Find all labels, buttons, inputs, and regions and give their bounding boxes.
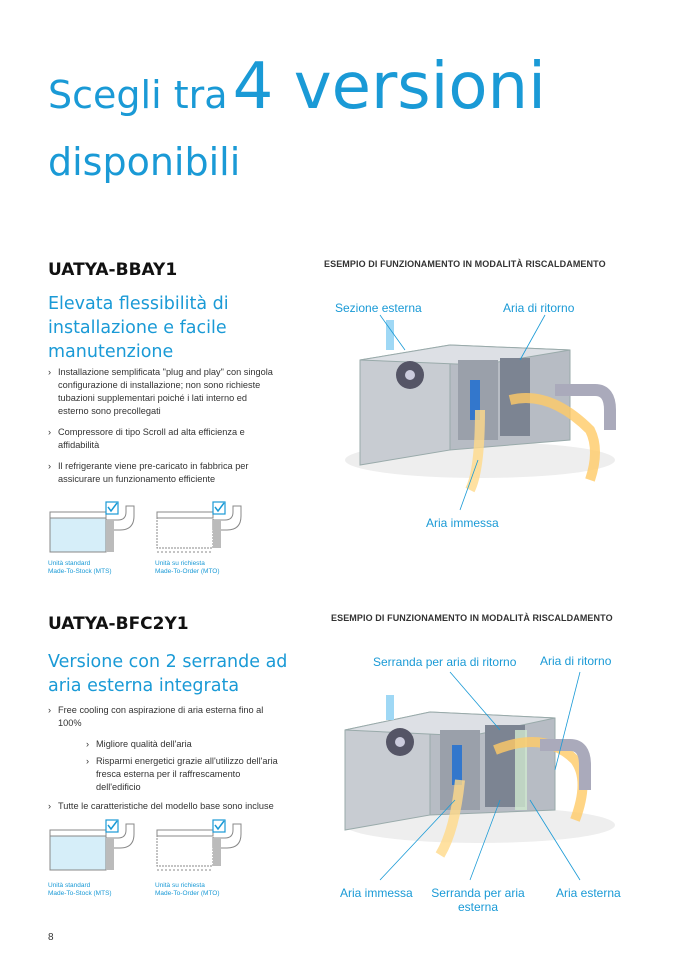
page-number: 8 (48, 932, 54, 943)
diagram-caption: ESEMPIO DI FUNZIONAMENTO IN MODALITÀ RISCALDAMENTO (324, 259, 606, 269)
unit-label-mto: Unità su richiesta Made-To-Order (MTO) (155, 882, 220, 897)
feature-list (48, 366, 280, 494)
feature-list (48, 704, 280, 821)
subtitle-line: Versione con 2 serrande ad (48, 652, 288, 672)
callout-return-air: Aria di ritorno (540, 654, 612, 668)
model-name: UATYA-BFC2Y1 (48, 614, 189, 634)
unit-mto-diagram (155, 498, 247, 558)
list-item: › Free cooling con aspirazione di aria esterna fino al 100% (48, 704, 280, 730)
list-item: › Tutte le caratteristiche del modello base sono incluse (48, 800, 280, 813)
list-item: › Installazione semplificata "plug and play" con singola configurazione di installazione; non sono richieste tubazioni supplementari poiché i lati interno ed esterno sono precollegati (48, 366, 280, 418)
page-title-line2: disponibili (48, 140, 241, 184)
sub-list-item: › Risparmi energetici grazie all'utilizzo dell'aria fresca esterna per il raffrescamento dell'edificio (48, 755, 280, 794)
sub-list-item: › Migliore qualità dell'aria (48, 738, 280, 751)
callout-return-air: Aria di ritorno (503, 301, 575, 315)
subtitle-line: manutenzione (48, 342, 174, 362)
callout-return-damper: Serranda per aria di ritorno (373, 655, 517, 669)
list-item: › Compressore di tipo Scroll ad alta efficienza e affidabilità (48, 426, 280, 452)
callout-supply-air: Aria immessa (426, 516, 499, 530)
section-subtitle (48, 650, 308, 698)
title-part1: Scegli tra (48, 73, 228, 117)
unit-label-mto: Unità su richiesta Made-To-Order (MTO) (155, 560, 220, 575)
hvac-unit-diagram (330, 290, 630, 530)
unit-mts-diagram (48, 816, 140, 876)
list-item: › Il refrigerante viene pre-caricato in fabbrica per assicurare un funzionamento efficiente (48, 460, 280, 486)
callout-outdoor-air: Aria esterna (556, 886, 621, 900)
title-part2: 4 versioni (232, 50, 546, 124)
unit-mts-diagram (48, 498, 140, 558)
model-name: UATYA-BBAY1 (48, 260, 178, 280)
subtitle-line: installazione e facile (48, 318, 227, 338)
unit-label-mts: Unità standard Made-To-Stock (MTS) (48, 560, 112, 575)
hvac-unit-diagram (330, 650, 650, 900)
unit-mto-diagram (155, 816, 247, 876)
subtitle-line: Elevata flessibilità di (48, 294, 229, 314)
diagram-caption: ESEMPIO DI FUNZIONAMENTO IN MODALITÀ RISCALDAMENTO (331, 613, 613, 623)
page-title (48, 50, 546, 124)
section-subtitle (48, 292, 298, 364)
subtitle-line: aria esterna integrata (48, 676, 240, 696)
callout-outdoor-damper: Serranda per aria esterna (431, 886, 525, 914)
callout-outdoor-section: Sezione esterna (335, 301, 422, 315)
callout-supply-air: Aria immessa (340, 886, 413, 900)
unit-label-mts: Unità standard Made-To-Stock (MTS) (48, 882, 112, 897)
